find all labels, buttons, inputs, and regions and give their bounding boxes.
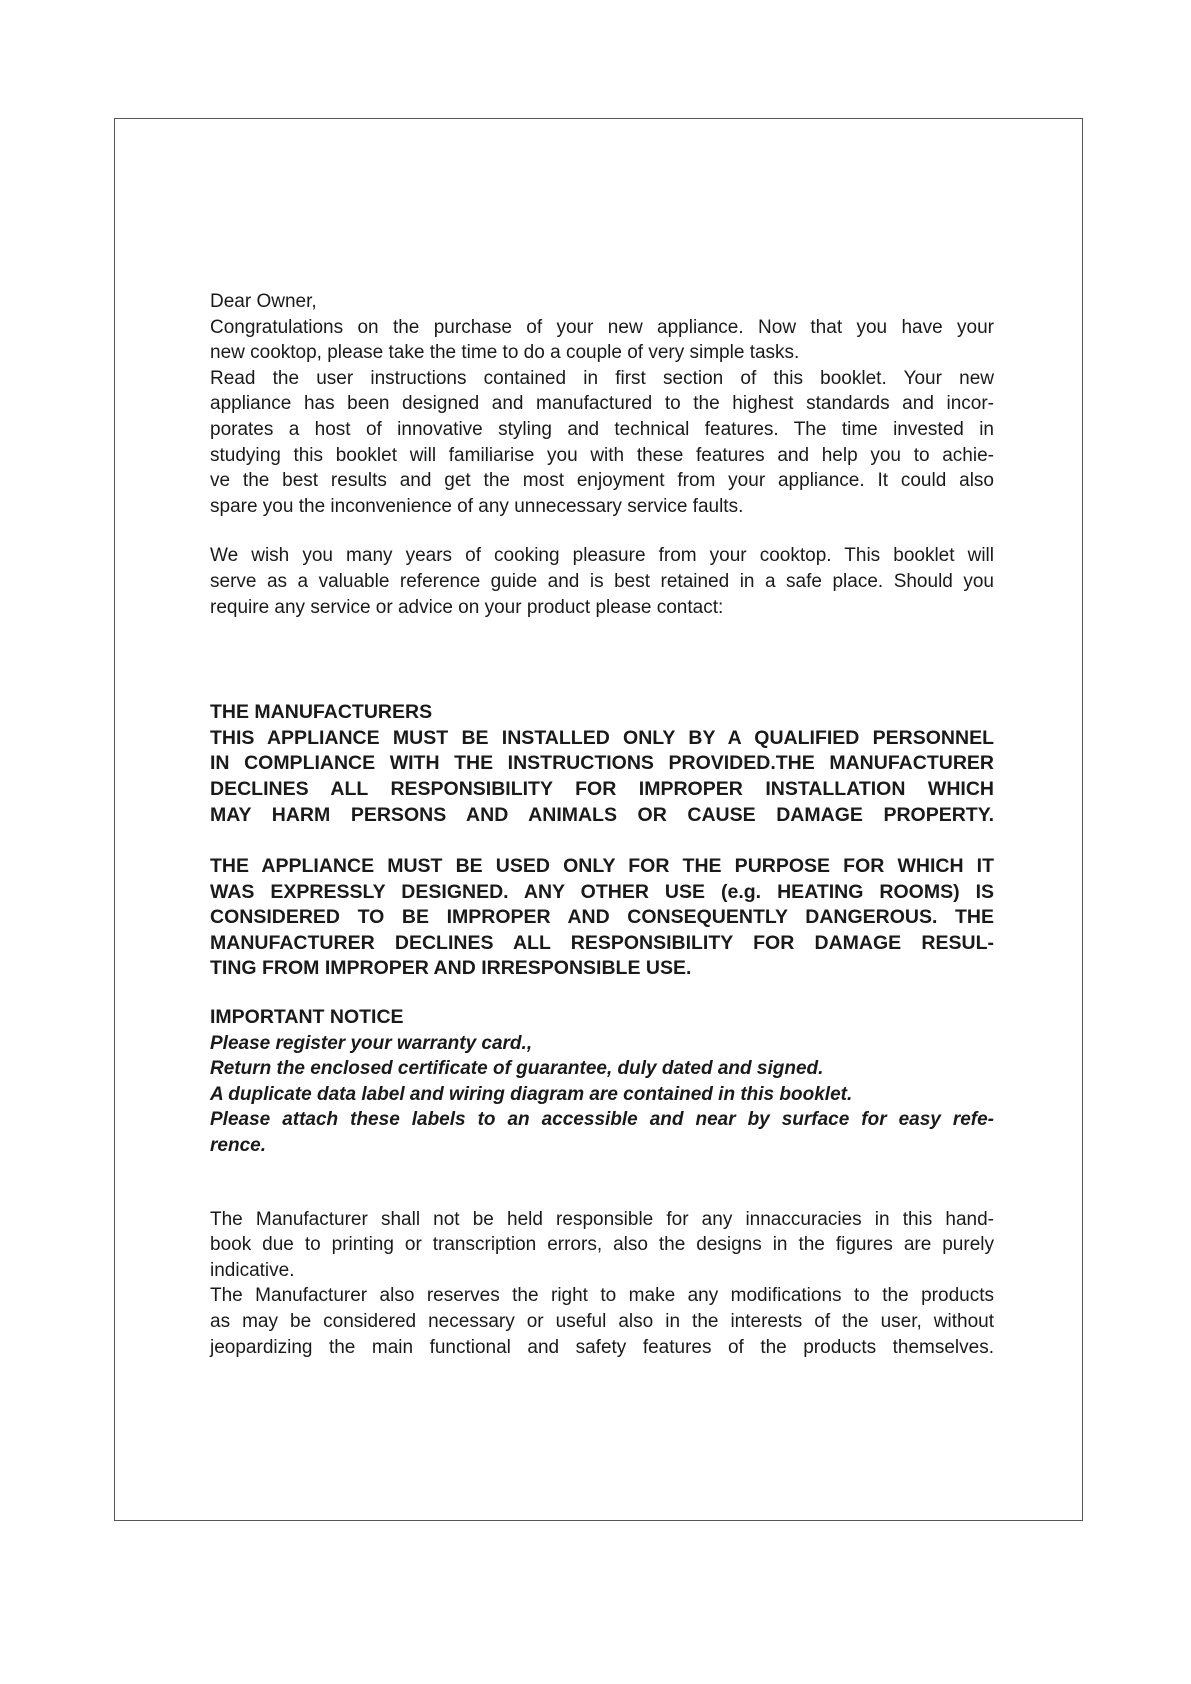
document-body xyxy=(210,289,994,1360)
notice-line: Please attach these labels to an accessible and near by surface for easy refe- xyxy=(210,1109,994,1131)
greeting: Dear Owner, xyxy=(210,291,317,312)
disclaimer-line: The Manufacturer also reserves the right to make any modifications to the products xyxy=(210,1285,994,1307)
usage-warning-line: TING FROM IMPROPER AND IRRESPONSIBLE USE. xyxy=(210,957,692,980)
disclaimer-line: jeopardizing the main functional and safety features of the products themselves. xyxy=(210,1336,994,1358)
installation-warning-line: THIS APPLIANCE MUST BE INSTALLED ONLY BY A QUALIFIED PERSONNEL xyxy=(210,726,994,749)
intro-line: ve the best results and get the most enjoyment from your appliance. It could also xyxy=(210,470,994,492)
intro-line: studying this booklet will familiarise you with these features and help you to achie- xyxy=(210,444,994,466)
disclaimer-line: indicative. xyxy=(210,1259,295,1281)
installation-warning-line: DECLINES ALL RESPONSIBILITY FOR IMPROPER INSTALLATION WHICH xyxy=(210,777,994,800)
usage-warning-line: MANUFACTURER DECLINES ALL RESPONSIBILITY FOR DAMAGE RESUL- xyxy=(210,931,994,954)
wish-line: serve as a valuable reference guide and is best retained in a safe place. Should you xyxy=(210,570,994,592)
disclaimer-line: The Manufacturer shall not be held responsible for any innaccuracies in this hand- xyxy=(210,1208,994,1230)
intro-line: Congratulations on the purchase of your new appliance. Now that you have your xyxy=(210,316,994,338)
disclaimer-line: book due to printing or transcription errors, also the designs in the figures are purely xyxy=(210,1234,994,1256)
notice-line: Please register your warranty card., xyxy=(210,1032,533,1054)
intro-line: Read the user instructions contained in first section of this booklet. Your new xyxy=(210,367,994,389)
disclaimer-paragraph xyxy=(210,1207,994,1361)
wish-line: require any service or advice on your product please contact: xyxy=(210,596,724,618)
usage-warning-line: THE APPLIANCE MUST BE USED ONLY FOR THE PURPOSE FOR WHICH IT xyxy=(210,855,994,878)
wish-line: We wish you many years of cooking pleasure from your cooktop. This booklet will xyxy=(210,545,994,567)
usage-warning-line: CONSIDERED TO BE IMPROPER AND CONSEQUENTLY DANGEROUS. THE xyxy=(210,906,994,929)
intro-line: porates a host of innovative styling and technical features. The time invested in xyxy=(210,418,994,440)
installation-warning-line: MAY HARM PERSONS AND ANIMALS OR CAUSE DAMAGE PROPERTY. xyxy=(210,803,994,826)
intro-line: new cooktop, please take the time to do a couple of very simple tasks. xyxy=(210,342,800,364)
installation-warning-line: IN COMPLIANCE WITH THE INSTRUCTIONS PROVIDED.THE MANUFACTURER xyxy=(210,752,994,775)
usage-warning xyxy=(210,854,994,982)
intro-line: spare you the inconvenience of any unnecessary service faults. xyxy=(210,495,744,517)
intro-paragraph xyxy=(210,315,994,520)
important-notice-body xyxy=(210,1031,994,1159)
notice-line: rence. xyxy=(210,1135,266,1157)
intro-line: appliance has been designed and manufactured to the highest standards and incor- xyxy=(210,393,994,415)
notice-line: A duplicate data label and wiring diagram are contained in this booklet. xyxy=(210,1083,853,1105)
usage-warning-line: WAS EXPRESSLY DESIGNED. ANY OTHER USE (e.g. HEATING ROOMS) IS xyxy=(210,880,994,903)
important-notice-heading: IMPORTANT NOTICE xyxy=(210,1006,404,1029)
disclaimer-line: as may be considered necessary or useful also in the interests of the user, without xyxy=(210,1311,994,1332)
notice-line: Return the enclosed certificate of guarantee, duly dated and signed. xyxy=(210,1058,824,1080)
wish-paragraph xyxy=(210,543,994,620)
installation-warning xyxy=(210,726,994,828)
manufacturers-heading: THE MANUFACTURERS xyxy=(210,701,433,724)
